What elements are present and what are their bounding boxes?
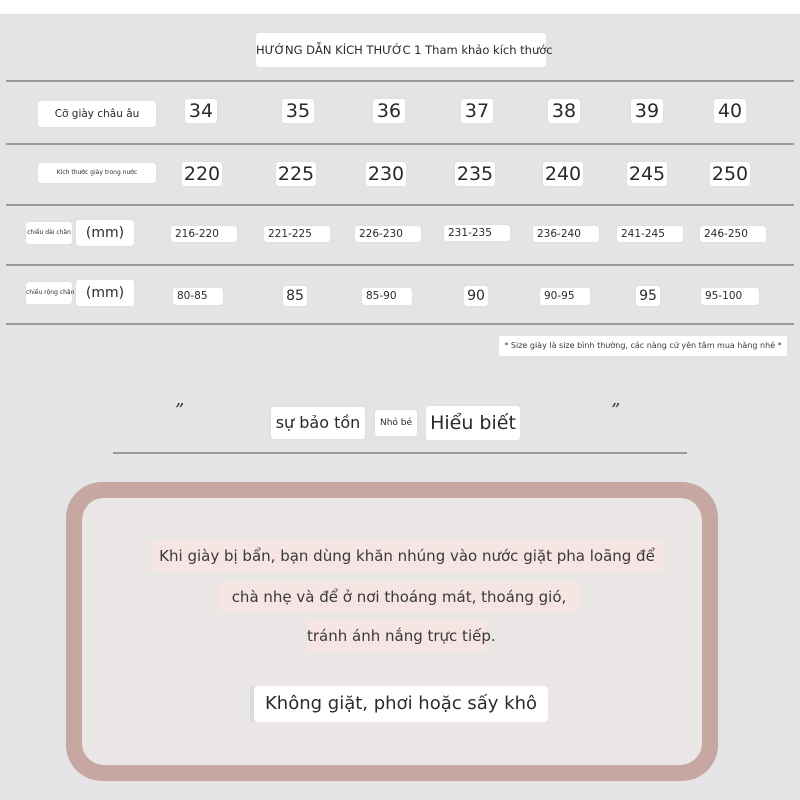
domestic-size-cell: 230 <box>367 163 405 185</box>
foot-length-cell: 241-245 <box>617 226 683 242</box>
care-line-1: Khi giày bị bẩn, bạn dùng khăn nhúng vào nước giặt pha loãng để <box>151 541 663 571</box>
size-note: * Size giày là size bình thường, các nàng cứ yên tâm mua hàng nhé * <box>499 336 787 356</box>
domestic-size-cell: 245 <box>628 163 666 185</box>
foot-width-cell: 85 <box>283 286 307 306</box>
foot-width-header: chiều rộng chân <box>26 282 72 304</box>
preservation-tag: sự bảo tồn <box>271 407 365 439</box>
section-divider <box>113 452 687 454</box>
eu-size-cell: 36 <box>373 99 405 123</box>
eu-size-cell: 40 <box>714 99 746 123</box>
table-rule <box>6 323 794 325</box>
table-rule <box>6 204 794 206</box>
domestic-size-cell: 240 <box>544 163 582 185</box>
foot-length-cell: 221-225 <box>264 226 330 242</box>
eu-size-cell: 35 <box>282 99 314 123</box>
foot-length-cell: 246-250 <box>700 226 766 242</box>
foot-length-cell: 216-220 <box>171 226 237 242</box>
knowledge-tag: Hiểu biết <box>426 406 520 440</box>
open-quote-mark: ” <box>175 400 185 421</box>
foot-width-unit: (mm) <box>76 280 134 306</box>
foot-width-cell: 85-90 <box>362 288 412 305</box>
foot-length-cell: 236-240 <box>533 226 599 242</box>
table-rule <box>6 143 794 145</box>
domestic-size-cell: 220 <box>183 163 221 185</box>
foot-length-cell: 226-230 <box>355 226 421 242</box>
eu-size-cell: 39 <box>631 99 663 123</box>
eu-size-header: Cỡ giày châu âu <box>38 101 156 127</box>
foot-width-cell: 90-95 <box>540 288 590 305</box>
close-quote-mark: ” <box>611 400 621 421</box>
domestic-size-header: Kích thước giày trong nước <box>38 163 156 183</box>
domestic-size-cell: 250 <box>711 163 749 185</box>
foot-width-cell: 80-85 <box>173 288 223 305</box>
care-line-2: chà nhẹ và để ở nơi thoáng mát, thoáng gió, <box>219 582 579 612</box>
foot-width-cell: 95 <box>636 286 660 306</box>
domestic-size-cell: 225 <box>277 163 315 185</box>
eu-size-cell: 34 <box>185 99 217 123</box>
foot-length-unit: (mm) <box>76 220 134 246</box>
table-rule <box>6 264 794 266</box>
table-rule <box>6 80 794 82</box>
foot-width-cell: 90 <box>464 286 488 306</box>
top-band <box>0 0 800 14</box>
foot-length-header: chiều dài chân <box>26 222 72 244</box>
foot-width-cell: 95-100 <box>701 288 759 305</box>
eu-size-cell: 37 <box>461 99 493 123</box>
care-line-3: tránh ánh nắng trực tiếp. <box>307 621 487 651</box>
small-tag: Nhỏ bé <box>375 410 417 436</box>
eu-size-cell: 38 <box>548 99 580 123</box>
care-warning: Không giặt, phơi hoặc sấy khô <box>254 686 548 722</box>
page-title: HƯỚNG DẪN KÍCH THƯỚC 1 Tham khảo kích thước <box>256 33 546 67</box>
domestic-size-cell: 235 <box>456 163 494 185</box>
foot-length-cell: 231-235 <box>444 225 510 241</box>
